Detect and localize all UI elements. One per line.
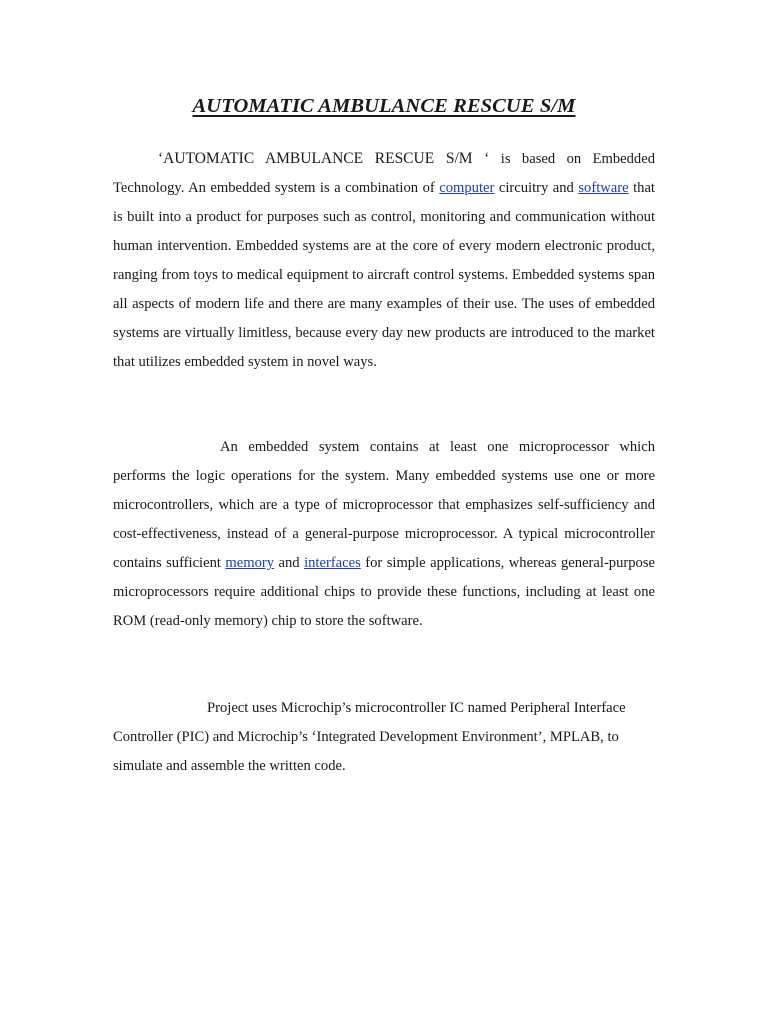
paragraph-text: and (274, 555, 305, 571)
paragraph-text: is based on Embedded Technology. An embedded system is a combination of (113, 151, 655, 196)
link-interfaces[interactable]: interfaces (304, 555, 361, 571)
link-computer[interactable]: computer (439, 180, 495, 196)
paragraph-text: circuitry and (494, 180, 579, 196)
paragraph-text: for simple applications, whereas general-purpose microprocessors require additional chips to provide these functions, including at least one ROM (read-only memory) chip to store the software. (113, 555, 656, 629)
system-name-lead: ‘AUTOMATIC AMBULANCE RESCUE S/M ‘ (158, 150, 490, 167)
paragraph-intro (113, 144, 655, 377)
paragraph-microprocessor (113, 433, 655, 636)
link-memory[interactable]: memory (225, 555, 275, 571)
paragraph-project: Project uses Microchip’s microcontroller IC named Peripheral Interface Controller (PIC) and Microchip’s ‘Integrated Development Environment’, MPLAB, to simulate and assemble the written code. (113, 700, 626, 774)
paragraph-text: An embedded system contains at least one microprocessor which performs the logic operations for the system. Many embedded systems use one or more microcontrollers, which are a type of microprocessor that emphasizes self-sufficiency and cost-effectiveness, instead of a general-purpose microprocessor. A typical microcontroller contains sufficient (113, 439, 655, 571)
document-title: AUTOMATIC AMBULANCE RESCUE S/M (192, 95, 576, 117)
link-software[interactable]: software (578, 180, 629, 196)
paragraph-text: that is built into a product for purposes such as control, monitoring and communication without human intervention. Embedded systems are at the core of every modern electronic product, ranging from toys to medical equipment to aircraft control systems. Embedded systems span all aspects of modern life and there are many examples of their use. The uses of embedded systems are virtually limitless, because every day new products are introduced to the market that utilizes embedded system in novel ways. (113, 180, 655, 370)
